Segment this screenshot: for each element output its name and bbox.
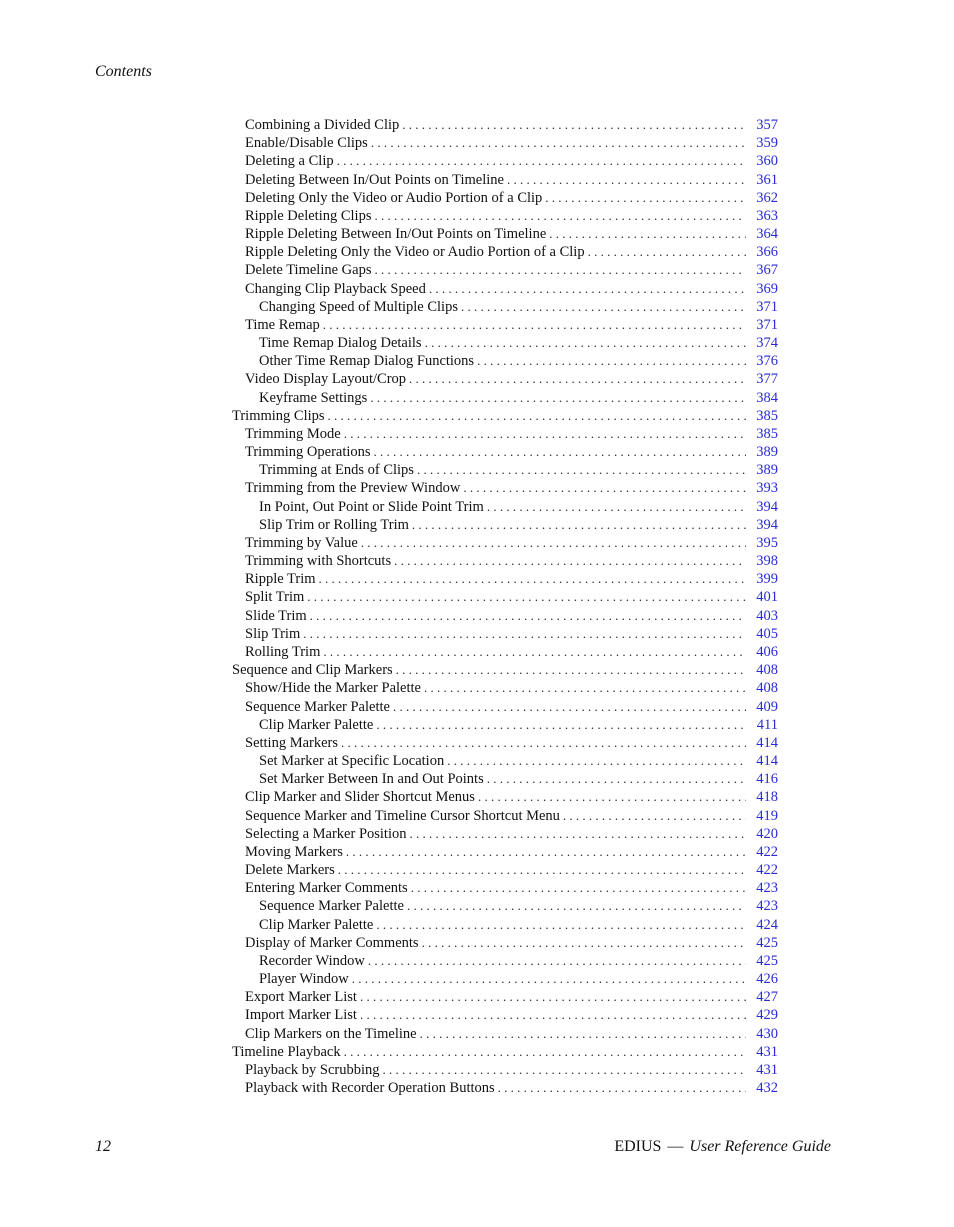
toc-page-link[interactable]: 362	[756, 189, 778, 206]
toc-entry[interactable]	[232, 226, 778, 244]
toc-leader-dots	[303, 626, 746, 642]
toc-entry[interactable]	[232, 571, 778, 589]
toc-entry[interactable]	[232, 153, 778, 171]
toc-leader-dots	[344, 426, 746, 442]
toc-page-link[interactable]: 408	[756, 680, 778, 697]
toc-entry[interactable]	[232, 971, 778, 989]
toc-entry[interactable]	[232, 117, 778, 135]
toc-leader-dots	[361, 535, 746, 551]
toc-entry[interactable]	[232, 917, 778, 935]
toc-entry-title: Recorder Window	[259, 952, 365, 969]
toc-entry-title: Trimming at Ends of Clips	[259, 462, 414, 479]
toc-leader-dots	[346, 844, 746, 860]
toc-entry-title: Time Remap Dialog Details	[259, 335, 422, 352]
toc-leader-dots	[376, 717, 746, 733]
toc-entry-title: Trimming by Value	[245, 534, 358, 551]
footer-separator: —	[667, 1138, 684, 1155]
toc-entry[interactable]	[232, 208, 778, 226]
toc-entry[interactable]	[232, 499, 778, 517]
toc-entry-title: Slip Trim	[245, 625, 301, 642]
toc-entry-title: Clip Markers on the Timeline	[245, 1025, 417, 1042]
toc-page-link[interactable]: 430	[756, 1025, 778, 1042]
toc-leader-dots	[420, 1026, 746, 1042]
toc-entry[interactable]	[232, 808, 778, 826]
toc-entry-title: Moving Markers	[245, 843, 343, 860]
toc-entry-title: Slide Trim	[245, 607, 307, 624]
toc-entry-title: Clip Marker Palette	[259, 716, 374, 733]
toc-entry[interactable]	[232, 662, 778, 680]
toc-entry-title: In Point, Out Point or Slide Point Trim	[259, 498, 484, 515]
toc-entry-title: Ripple Deleting Between In/Out Points on Timeline	[245, 226, 547, 243]
toc-entry-title: Clip Marker Palette	[259, 916, 374, 933]
toc-page-link[interactable]: 411	[756, 716, 778, 733]
toc-entry-title: Sequence Marker Palette	[245, 698, 390, 715]
toc-entry[interactable]	[232, 517, 778, 535]
toc-entry[interactable]	[232, 644, 778, 662]
toc-entry[interactable]	[232, 771, 778, 789]
toc-page-link[interactable]: 406	[756, 643, 778, 660]
toc-entry[interactable]	[232, 390, 778, 408]
toc-entry[interactable]	[232, 281, 778, 299]
toc-leader-dots	[487, 499, 746, 515]
toc-entry-title: Trimming Operations	[245, 444, 371, 461]
toc-page-link[interactable]: 364	[756, 226, 778, 243]
toc-entry[interactable]	[232, 535, 778, 553]
toc-entry-title: Split Trim	[245, 589, 305, 606]
running-head: Contents	[95, 63, 152, 80]
toc-entry-title: Deleting Between In/Out Points on Timeline	[245, 171, 504, 188]
toc-entry[interactable]	[232, 1007, 778, 1025]
toc-entry[interactable]	[232, 862, 778, 880]
toc-entry[interactable]	[232, 335, 778, 353]
toc-entry-title: Timeline Playback	[232, 1043, 341, 1060]
toc-leader-dots	[360, 989, 746, 1005]
toc-leader-dots	[374, 444, 746, 460]
toc-leader-dots	[323, 644, 746, 660]
toc-page-link[interactable]: 374	[756, 335, 778, 352]
toc-page-link[interactable]: 420	[756, 825, 778, 842]
toc-leader-dots	[425, 335, 746, 351]
toc-page-link[interactable]: 418	[756, 789, 778, 806]
toc-entry[interactable]	[232, 244, 778, 262]
toc-leader-dots	[409, 371, 746, 387]
toc-page-link[interactable]: 425	[756, 952, 778, 969]
toc-leader-dots	[507, 172, 746, 188]
toc-leader-dots	[487, 771, 746, 787]
toc-page-link[interactable]: 384	[756, 389, 778, 406]
toc-leader-dots	[323, 317, 746, 333]
toc-entry[interactable]	[232, 1026, 778, 1044]
toc-page-link[interactable]: 414	[756, 753, 778, 770]
toc-leader-dots	[402, 117, 746, 133]
toc-page-link[interactable]: 395	[756, 534, 778, 551]
toc-entry[interactable]	[232, 789, 778, 807]
toc-page-link[interactable]: 399	[756, 571, 778, 588]
toc-entry[interactable]	[232, 444, 778, 462]
page-number: 12	[95, 1138, 111, 1155]
toc-page-link[interactable]: 419	[756, 807, 778, 824]
toc-page-link[interactable]: 394	[756, 498, 778, 515]
toc-page-link[interactable]: 389	[756, 462, 778, 479]
toc-leader-dots	[344, 1044, 746, 1060]
toc-page-link[interactable]: 431	[756, 1061, 778, 1078]
toc-entry[interactable]	[232, 608, 778, 626]
toc-page-link[interactable]: 431	[756, 1043, 778, 1060]
toc-leader-dots	[374, 262, 746, 278]
toc-entry[interactable]	[232, 1062, 778, 1080]
toc-entry-title: Show/Hide the Marker Palette	[245, 680, 421, 697]
toc-entry-title: Rolling Trim	[245, 643, 321, 660]
toc-entry-title: Sequence and Clip Markers	[232, 662, 393, 679]
toc-entry[interactable]	[232, 1044, 778, 1062]
toc-leader-dots	[563, 808, 746, 824]
toc-page-link[interactable]: 376	[756, 353, 778, 370]
toc-entry-title: Sequence Marker Palette	[259, 898, 404, 915]
toc-page-link[interactable]: 385	[756, 425, 778, 442]
toc-entry[interactable]	[232, 844, 778, 862]
toc-entry[interactable]	[232, 699, 778, 717]
toc-entry[interactable]	[232, 735, 778, 753]
toc-page-link[interactable]: 429	[756, 1007, 778, 1024]
toc-entry-title: Keyframe Settings	[259, 389, 368, 406]
toc-entry-title: Selecting a Marker Position	[245, 825, 407, 842]
toc-page-link[interactable]: 408	[756, 662, 778, 679]
toc-entry[interactable]	[232, 135, 778, 153]
toc-entry[interactable]	[232, 480, 778, 498]
toc-entry[interactable]	[232, 553, 778, 571]
toc-entry-title: Entering Marker Comments	[245, 880, 408, 897]
footer-title	[614, 1138, 831, 1156]
toc-leader-dots	[424, 680, 746, 696]
toc-entry-title: Playback with Recorder Operation Buttons	[245, 1080, 495, 1097]
toc-leader-dots	[545, 190, 746, 206]
toc-page-link[interactable]: 366	[756, 244, 778, 261]
toc-entry-title: Clip Marker and Slider Shortcut Menus	[245, 789, 475, 806]
toc-page-link[interactable]: 424	[756, 916, 778, 933]
toc-page-link[interactable]: 398	[756, 553, 778, 570]
toc-entry[interactable]	[232, 626, 778, 644]
toc-entry-title: Ripple Deleting Clips	[245, 207, 372, 224]
toc-leader-dots	[463, 480, 746, 496]
toc-entry[interactable]	[232, 317, 778, 335]
toc-leader-dots	[549, 226, 746, 242]
toc-entry[interactable]	[232, 1080, 778, 1098]
toc-entry-title: Delete Markers	[245, 862, 335, 879]
toc-page-link[interactable]: 432	[756, 1080, 778, 1097]
toc-page-link[interactable]: 422	[756, 862, 778, 879]
toc-page-link[interactable]: 423	[756, 880, 778, 897]
toc-page-link[interactable]: 385	[756, 407, 778, 424]
toc-entry-title: Deleting Only the Video or Audio Portion of a Clip	[245, 189, 543, 206]
toc-leader-dots	[337, 153, 746, 169]
footer-guide: User Reference Guide	[689, 1138, 831, 1155]
toc-leader-dots	[477, 353, 746, 369]
toc-entry-title: Ripple Trim	[245, 571, 316, 588]
toc-page-link[interactable]: 367	[756, 262, 778, 279]
toc-entry-title: Player Window	[259, 971, 349, 988]
toc-page-link[interactable]: 377	[756, 371, 778, 388]
toc-leader-dots	[352, 971, 746, 987]
toc-entry[interactable]	[232, 190, 778, 208]
toc-leader-dots	[498, 1080, 746, 1096]
toc-entry-title: Changing Clip Playback Speed	[245, 280, 426, 297]
toc-page-link[interactable]: 409	[756, 698, 778, 715]
toc-leader-dots	[478, 789, 746, 805]
toc-page-link[interactable]: 426	[756, 971, 778, 988]
toc-entry-title: Time Remap	[245, 316, 320, 333]
toc-entry[interactable]	[232, 426, 778, 444]
toc-entry[interactable]	[232, 299, 778, 317]
toc-page-link[interactable]: 423	[756, 898, 778, 915]
toc-entry-title: Setting Markers	[245, 734, 339, 751]
toc-entry[interactable]	[232, 408, 778, 426]
toc-page-link[interactable]: 359	[756, 135, 778, 152]
toc-entry[interactable]	[232, 262, 778, 280]
toc-entry[interactable]	[232, 353, 778, 371]
toc-entry-title: Deleting a Clip	[245, 153, 334, 170]
toc-page-link[interactable]: 422	[756, 843, 778, 860]
toc-entry[interactable]	[232, 589, 778, 607]
toc-page-link[interactable]: 371	[756, 298, 778, 315]
toc-entry[interactable]	[232, 826, 778, 844]
toc-entry[interactable]	[232, 172, 778, 190]
toc-entry-title: Slip Trim or Rolling Trim	[259, 516, 409, 533]
toc-entry[interactable]	[232, 880, 778, 898]
toc-entry-title: Other Time Remap Dialog Functions	[259, 353, 475, 370]
toc-entry-title: Set Marker Between In and Out Points	[259, 771, 484, 788]
toc-entry-title: Display of Marker Comments	[245, 934, 419, 951]
toc-page-link[interactable]: 357	[756, 117, 778, 133]
toc-entry[interactable]	[232, 717, 778, 735]
toc-page-link[interactable]: 371	[756, 316, 778, 333]
toc-entry-title: Export Marker List	[245, 989, 357, 1006]
toc-page-link[interactable]: 394	[756, 516, 778, 533]
toc-leader-dots	[422, 935, 746, 951]
toc-leader-dots	[319, 571, 746, 587]
toc-leader-dots	[328, 408, 746, 424]
toc-entry-title: Delete Timeline Gaps	[245, 262, 372, 279]
toc-entry[interactable]	[232, 989, 778, 1007]
footer-product: EDIUS	[614, 1138, 662, 1155]
toc-page-link[interactable]: 389	[756, 444, 778, 461]
toc-leader-dots	[376, 917, 746, 933]
toc-entry-title: Set Marker at Specific Location	[259, 753, 445, 770]
toc-leader-dots	[429, 281, 746, 297]
toc-leader-dots	[338, 862, 746, 878]
toc-page-link[interactable]: 363	[756, 207, 778, 224]
toc-entry[interactable]	[232, 898, 778, 916]
toc-entry[interactable]	[232, 680, 778, 698]
toc-page-link[interactable]: 414	[756, 734, 778, 751]
toc-entry-title: Changing Speed of Multiple Clips	[259, 298, 458, 315]
toc-leader-dots	[368, 953, 746, 969]
toc-entry-title: Trimming Mode	[245, 425, 341, 442]
toc-leader-dots	[307, 589, 746, 605]
toc-entry-title: Trimming from the Preview Window	[245, 480, 461, 497]
toc-page-link[interactable]: 393	[756, 480, 778, 497]
toc-page-link[interactable]: 405	[756, 625, 778, 642]
toc-entry-title: Trimming Clips	[232, 407, 325, 424]
toc-entry[interactable]	[232, 371, 778, 389]
toc-leader-dots	[341, 735, 746, 751]
toc-leader-dots	[371, 135, 746, 151]
toc-entry-title: Sequence Marker and Timeline Cursor Shortcut Menu	[245, 807, 560, 824]
toc-page-link[interactable]: 401	[756, 589, 778, 606]
toc-page-link[interactable]: 360	[756, 153, 778, 170]
toc-leader-dots	[447, 753, 746, 769]
toc-entry[interactable]	[232, 753, 778, 771]
toc-leader-dots	[396, 662, 746, 678]
toc-leader-dots	[412, 517, 746, 533]
toc-entry-title: Playback by Scrubbing	[245, 1061, 380, 1078]
toc-leader-dots	[407, 898, 746, 914]
toc-leader-dots	[588, 244, 746, 260]
toc-leader-dots	[417, 462, 746, 478]
toc-leader-dots	[394, 553, 746, 569]
toc-page-link[interactable]: 416	[756, 771, 778, 788]
toc-entry[interactable]	[232, 462, 778, 480]
toc-page-link[interactable]: 425	[756, 934, 778, 951]
toc-leader-dots	[360, 1007, 746, 1023]
toc-leader-dots	[461, 299, 746, 315]
toc-leader-dots	[393, 699, 746, 715]
toc-page-link[interactable]: 427	[756, 989, 778, 1006]
toc-entry-title: Video Display Layout/Crop	[245, 371, 407, 388]
toc-entry-title: Enable/Disable Clips	[245, 135, 368, 152]
toc-entry[interactable]	[232, 953, 778, 971]
toc-leader-dots	[411, 880, 746, 896]
toc-page-link[interactable]: 361	[756, 171, 778, 188]
toc-entry-title: Combining a Divided Clip	[245, 117, 400, 133]
toc-leader-dots	[370, 390, 746, 406]
toc-entry-title: Trimming with Shortcuts	[245, 553, 392, 570]
toc-leader-dots	[383, 1062, 746, 1078]
toc-entry-title: Ripple Deleting Only the Video or Audio Portion of a Clip	[245, 244, 585, 261]
toc-leader-dots	[374, 208, 746, 224]
toc-entry-title: Import Marker List	[245, 1007, 357, 1024]
toc-leader-dots	[409, 826, 746, 842]
toc-page-link[interactable]: 403	[756, 607, 778, 624]
toc-page-link[interactable]: 369	[756, 280, 778, 297]
toc-leader-dots	[310, 608, 746, 624]
table-of-contents	[232, 117, 778, 1098]
toc-entry[interactable]	[232, 935, 778, 953]
